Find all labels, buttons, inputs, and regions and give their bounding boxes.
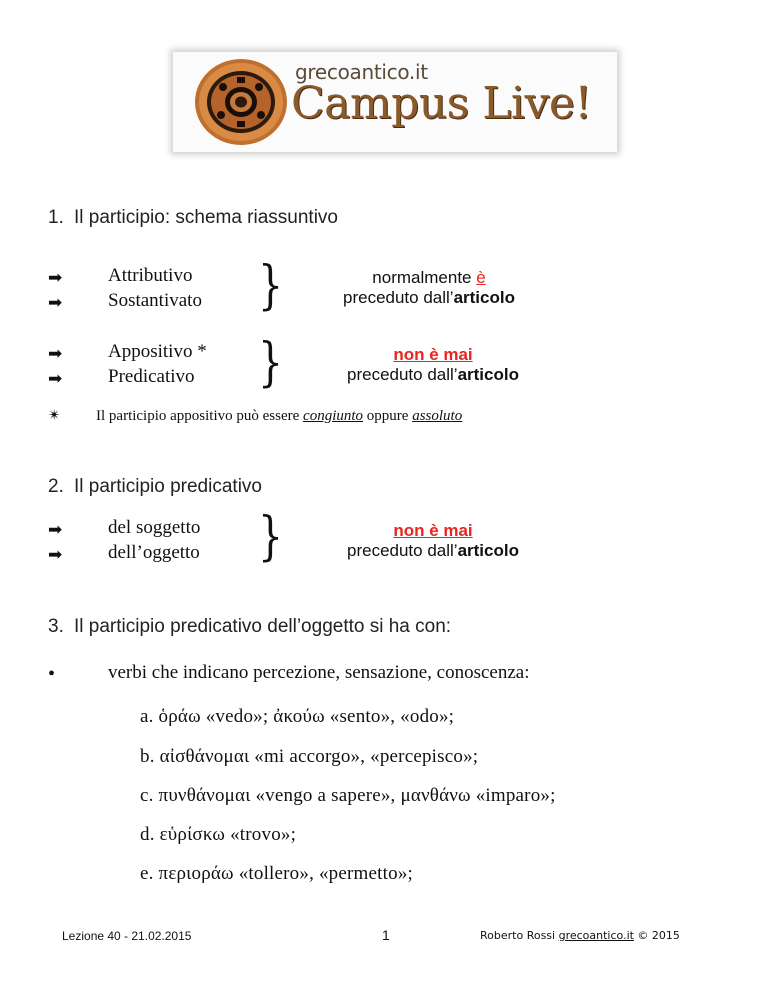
appositivo-note — [48, 406, 462, 425]
section3-heading — [48, 616, 451, 638]
note-text-mid: oppure — [363, 408, 413, 424]
bullet-icon: • — [48, 663, 56, 685]
list-item: a. ὁράω «vedo»; ἀκούω «sento», «odo»; — [140, 706, 455, 727]
footer-author-name: Roberto Rossi — [480, 929, 559, 942]
item-sostantivato: Sostantivato — [108, 290, 202, 311]
note-text-pre: Il participio appositivo può essere — [96, 408, 304, 424]
item-dell-oggetto: dell’oggetto — [108, 542, 200, 563]
section3-number: 3. — [48, 616, 64, 637]
footer-copyright: © 2015 — [633, 929, 680, 942]
note-term-assoluto: assoluto — [412, 408, 463, 424]
banner-site: grecoantico.it — [295, 60, 428, 84]
section2-number: 2. — [48, 476, 64, 497]
group2-desc-highlight: non è mai — [393, 345, 473, 364]
verbs-intro: verbi che indicano percezione, sensazione, conoscenza: — [108, 662, 530, 683]
group2-description — [304, 345, 562, 385]
section2-title: Il participio predicativo — [74, 476, 262, 497]
group1-desc-bold: articolo — [453, 288, 515, 307]
note-term-congiunto: congiunto — [303, 408, 364, 424]
footer-author-link[interactable]: grecoantico.it — [558, 929, 634, 942]
right-brace-icon: } — [258, 333, 283, 393]
arrow-icon: ➡ — [48, 369, 63, 388]
section2-desc-bold: articolo — [457, 541, 519, 560]
footer-lesson: Lezione 40 - 21.02.2015 — [62, 929, 192, 943]
list-item: b. αἰσθάνομαι «mi accorgo», «percepisco»; — [140, 746, 479, 767]
item-appositivo: Appositivo * — [108, 341, 207, 362]
list-item: d. εὑρίσκω «trovo»; — [140, 824, 297, 845]
section1-heading — [48, 207, 338, 229]
arrow-icon: ➡ — [48, 520, 63, 539]
banner — [173, 52, 617, 152]
section2-desc-line2: preceduto dall’ — [347, 541, 458, 560]
arrow-icon: ➡ — [48, 293, 63, 312]
arrow-icon: ➡ — [48, 268, 63, 287]
greek-plate-logo — [193, 57, 289, 147]
section3-title: Il participio predicativo dell’oggetto si ha con: — [74, 616, 452, 637]
section1-number: 1. — [48, 207, 64, 228]
section1-title: Il participio: schema riassuntivo — [74, 207, 338, 228]
right-brace-icon: } — [258, 256, 283, 316]
group2-desc-line2: preceduto dall’ — [347, 365, 458, 384]
arrow-icon: ➡ — [48, 545, 63, 564]
footer-author — [480, 929, 680, 942]
group1-desc-line2: preceduto dall’ — [343, 288, 454, 307]
right-brace-icon: } — [258, 507, 283, 567]
group2-desc-bold: articolo — [457, 365, 519, 384]
section2-desc-highlight: non è mai — [393, 521, 473, 540]
group1-desc-line1: normalmente — [372, 268, 477, 287]
list-item: c. πυνθάνομαι «vengo a sapere», μανθάνω «imparo»; — [140, 785, 556, 806]
star-icon: ✴ — [48, 408, 61, 424]
group1-desc-highlight: è — [476, 268, 486, 287]
list-item: e. περιοράω «tollero», «permetto»; — [140, 863, 413, 884]
page-number: 1 — [382, 927, 390, 943]
group1-description — [300, 268, 558, 308]
section2-description — [304, 521, 562, 561]
item-predicativo: Predicativo — [108, 366, 195, 387]
section2-heading — [48, 476, 262, 498]
item-del-soggetto: del soggetto — [108, 517, 201, 538]
item-attributivo: Attributivo — [108, 265, 193, 286]
arrow-icon: ➡ — [48, 344, 63, 363]
banner-title: Campus Live! — [291, 78, 592, 129]
